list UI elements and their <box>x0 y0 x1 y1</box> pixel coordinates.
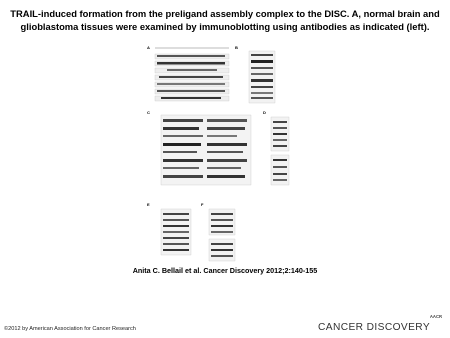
figure-image <box>147 43 297 263</box>
panel-a <box>147 45 229 101</box>
panel-label-e: E <box>147 202 150 207</box>
panel-label-a: A <box>147 45 150 50</box>
panel-f <box>201 202 235 261</box>
panel-e <box>147 202 191 255</box>
journal-name: CANCER DISCOVERY <box>318 322 431 333</box>
aacr-logo-text: AACR <box>429 314 442 319</box>
panel-label-b: B <box>235 45 238 50</box>
journal-logo <box>310 314 446 336</box>
panel-b <box>235 45 275 103</box>
panel-label-d: D <box>263 110 266 115</box>
panel-d <box>263 110 289 185</box>
panel-c <box>147 110 251 185</box>
copyright-notice: ©2012 by American Association for Cancer Research <box>4 326 136 332</box>
slide-title: TRAIL-induced formation from the preligand assembly complex to the DISC. A, normal brain and glioblastoma tissues were examined by immunoblotting using antibodies as indicated (left). <box>10 8 440 32</box>
panel-label-c: C <box>147 110 150 115</box>
citation: Anita C. Bellail et al. Cancer Discovery 2012;2:140-155 <box>132 266 318 275</box>
panel-label-f: F <box>201 202 204 207</box>
immunoblot-figure <box>147 43 297 263</box>
